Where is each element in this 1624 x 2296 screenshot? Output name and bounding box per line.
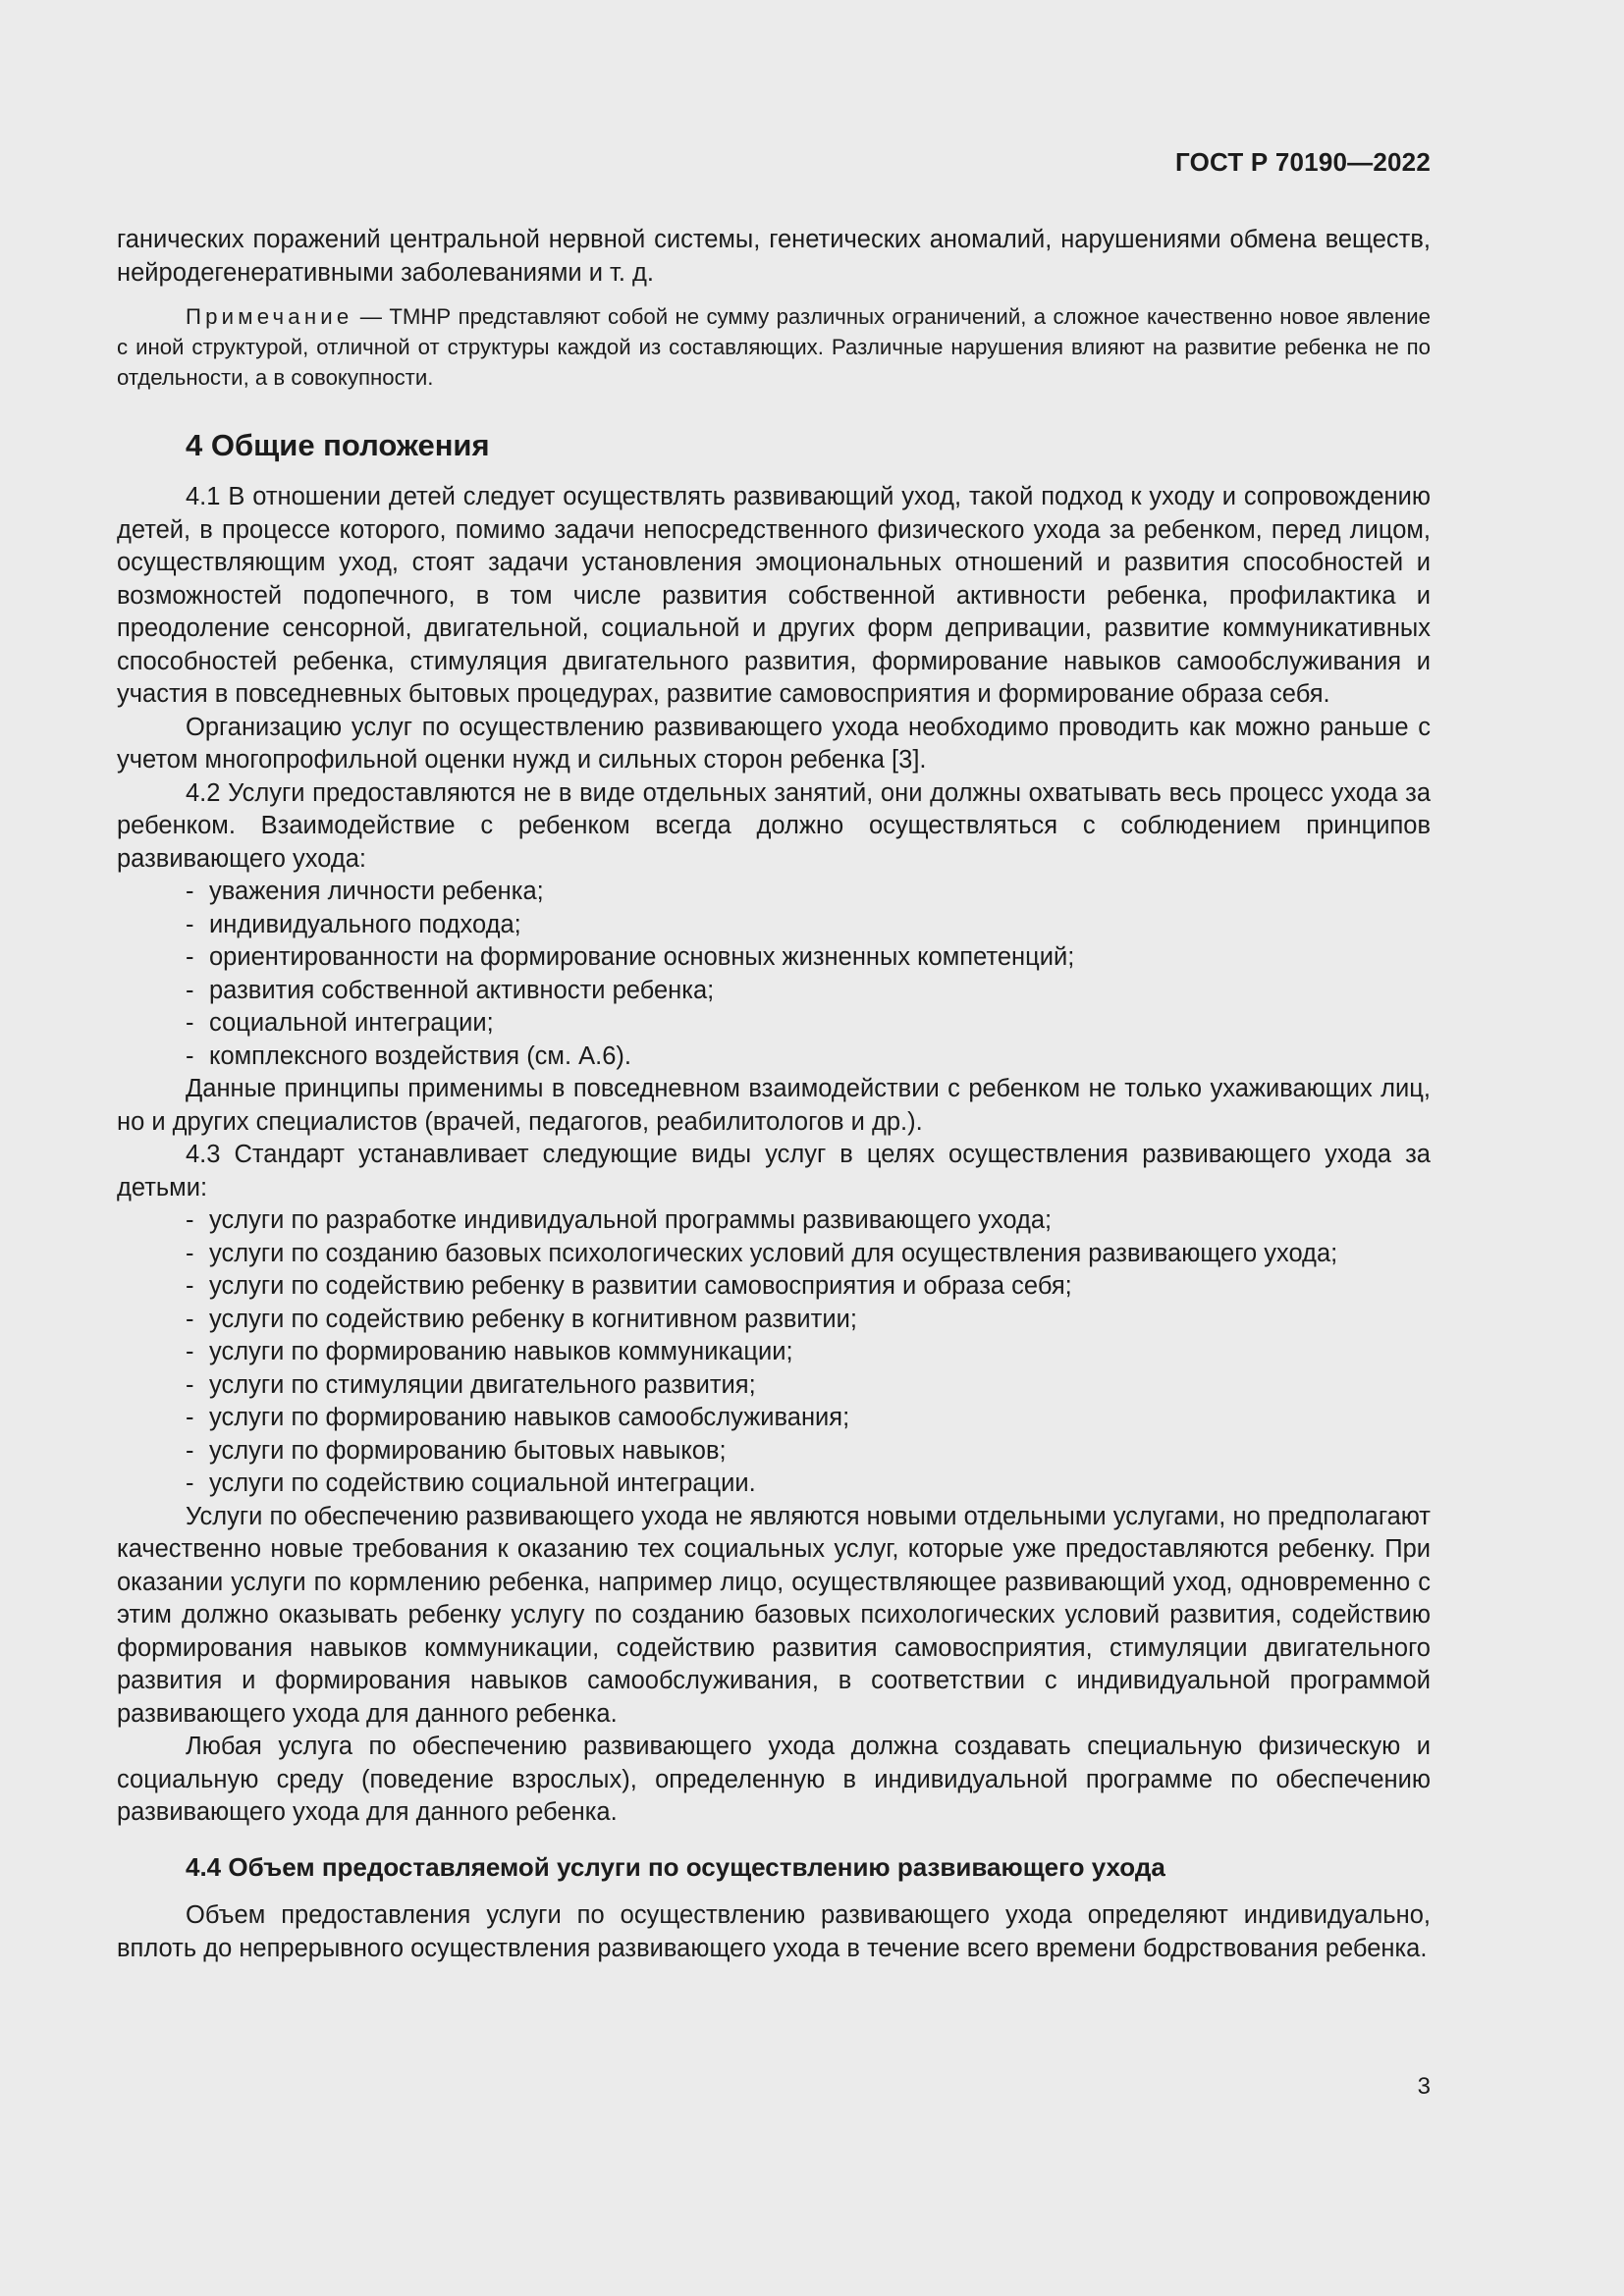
subsection-4-4-title: 4.4 Объем предоставляемой услуги по осуществлению развивающего ухода [186,1851,1165,1882]
clause-4-2: 4.2 Услуги предоставляются не в виде отдельных занятий, они должны охватывать весь процесс ухода за ребенком. Взаимодействие с ребенком всегда должно осуществляться с соблюдением принципов развивающего ухода: [117,778,1431,873]
continuation-paragraph: ганических поражений центральной нервной системы, генетических аномалий, нарушениями обмена веществ, нейродегенеративными заболеваниями и т. д. [117,226,1431,287]
services-environment: Любая услуга по обеспечению развивающего ухода должна создавать специальную физическую и социальную среду (поведение взрослых), определенную в индивидуальной программе по обеспечению развивающего ухода для данного ребенка. [117,1733,1431,1826]
list-item: - услуги по разработке индивидуальной программы развивающего ухода; [186,1206,1053,1234]
list-item: - ориентированности на формирование основных жизненных компетенций; [186,943,1075,971]
principles-applicability: Данные принципы применимы в повседневном взаимодействии с ребенком не только ухаживающих лиц, но и других специалистов (врачей, педагогов, реабилитологов и др.). [117,1075,1431,1136]
services-explanation: Услуги по обеспечению развивающего ухода не являются новыми отдельными услугами, но предполагают качественно новые требования к оказанию тех социальных услуг, которые уже предоставляются ребенку. При оказании услуги по кормлению ребенка, например лицо, осуществляющее развивающий уход, одновременно с этим должно оказывать ребенку услугу по созданию базовых психологических условий развития, содействию формирования навыков коммуникации, содействию развития самовосприятия, стимуляции двигательного развития и формирования навыков самообслуживания, в соответствии с индивидуальной программой развивающего ухода для данного ребенка. [117,1502,1431,1728]
clause-4-4: Объем предоставления услуги по осуществлению развивающего ухода определяют индивидуально, вплоть до непрерывного осуществления развивающего ухода в течение всего времени бодрствования ребенка. [117,1901,1431,1962]
list-item: - услуги по содействию ребенку в развитии самовосприятия и образа себя; [186,1272,1072,1300]
list-item: - услуги по стимуляции двигательного развития; [186,1370,756,1399]
list-item: - индивидуального подхода; [186,910,521,938]
note-label: Примечание [186,304,353,329]
list-item: - услуги по содействию ребенку в когнитивном развитии; [186,1305,857,1333]
note-text: — ТМНР представляют собой не сумму различных ограничений, а сложное качественно новое явление с иной структурой, отличной от структуры каждой из составляющих. Различные нарушения влияют на развитие ребенка не по отдельности, а в совокупности. [117,304,1431,390]
list-item: - услуги по формированию навыков самообслуживания; [186,1404,850,1431]
list-item: - развития собственной активности ребенка; [186,976,715,1004]
document-body [117,224,1431,1965]
section-4-title: 4 Общие положения [186,428,490,462]
services-list [117,1204,1431,1501]
list-item: - комплексного воздействия (см. А.6). [186,1041,631,1070]
list-item: - услуги по созданию базовых психологических условий для осуществления развивающего ухода; [186,1239,1338,1267]
list-item: - услуги по формированию навыков коммуникации; [186,1338,793,1365]
clause-4-1-organization: Организацию услуг по осуществлению развивающего ухода необходимо проводить как можно раньше с учетом многопрофильной оценки нужд и сильных сторон ребенка [3]. [117,713,1431,774]
list-item: - социальной интеграции; [186,1009,494,1037]
list-item: - услуги по содействию социальной интеграции. [186,1469,756,1497]
principles-list [117,876,1431,1073]
clause-4-3: 4.3 Стандарт устанавливает следующие виды услуг в целях осуществления развивающего ухода за детьми: [117,1141,1431,1201]
note-paragraph [117,301,1431,393]
list-item: - услуги по формированию бытовых навыков; [186,1436,727,1465]
list-item: - уважения личности ребенка; [186,878,544,905]
standard-designation: ГОСТ Р 70190—2022 [1175,147,1431,177]
clause-4-1: 4.1 В отношении детей следует осуществлять развивающий уход, такой подход к уходу и сопровождению детей, в процессе которого, помимо задачи непосредственного физического ухода за ребенком, перед лицом, осуществляющим уход, стоят задачи установления эмоциональных отношений и развития способностей и возможностей подопечного, в том числе развития собственной активности ребенка, профилактика и преодоление сенсорной, двигательной, социальной и других форм депривации, развитие коммуникативных способностей ребенка, стимуляция двигательного развития, формирование навыков самообслуживания и участия в повседневных бытовых процедурах, развитие самовосприятия и формирование образа себя. [117,483,1431,708]
page-number: 3 [1417,2073,1431,2100]
